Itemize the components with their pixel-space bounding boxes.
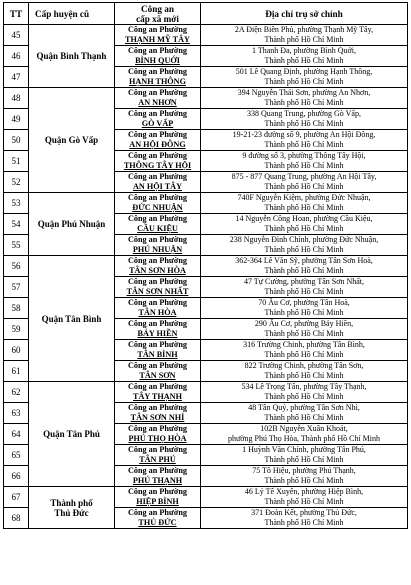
address-line-2: Thành phố Hồ Chí Minh: [264, 518, 344, 527]
header-old-district: Cấp huyện cũ: [29, 3, 115, 25]
address-line-2: Thành phố Hồ Chí Minh: [264, 371, 344, 380]
headquarters-address-cell: [201, 403, 408, 424]
address-line-1: 875 - 877 Quang Trung, phường An Hội Tây,: [231, 172, 377, 181]
police-address-table: [3, 2, 408, 529]
header-tt: TT: [4, 3, 29, 25]
address-line-2: Thành phố Hồ Chí Minh: [264, 455, 344, 464]
ward-police-cell: [115, 361, 201, 382]
table-row: [4, 487, 408, 508]
address-line-2: phường Phú Thọ Hòa, Thành phố Hồ Chí Minh: [227, 434, 381, 443]
ward-name: TÂN BÌNH: [137, 350, 178, 359]
headquarters-address-cell: [201, 277, 408, 298]
row-number: 67: [4, 487, 29, 508]
row-number: 49: [4, 109, 29, 130]
row-number: 45: [4, 25, 29, 46]
ward-police-cell: [115, 109, 201, 130]
headquarters-address-cell: [201, 487, 408, 508]
old-district-name: Thành phố Thủ Đức: [29, 487, 115, 529]
address-line-2: Thành phố Hồ Chí Minh: [264, 476, 344, 485]
ward-name: TÂN PHÚ: [139, 455, 176, 464]
ward-police-cell: [115, 172, 201, 193]
row-number: 56: [4, 256, 29, 277]
ward-police-cell: [115, 277, 201, 298]
ward-police-cell: [115, 403, 201, 424]
table-body: [4, 25, 408, 529]
ward-police-prefix: Công an Phường: [127, 214, 188, 223]
ward-police-cell: [115, 487, 201, 508]
headquarters-address-cell: [201, 235, 408, 256]
ward-police-cell: [115, 130, 201, 151]
row-number: 51: [4, 151, 29, 172]
ward-police-prefix: Công an Phường: [127, 235, 188, 244]
address-line-1: 9 đường số 3, phường Thông Tây Hội,: [242, 151, 366, 160]
ward-police-cell: [115, 193, 201, 214]
row-number: 62: [4, 382, 29, 403]
ward-name: AN HỘI ĐÔNG: [129, 140, 186, 149]
ward-police-prefix: Công an Phường: [127, 67, 188, 76]
address-line-2: Thành phố Hồ Chí Minh: [264, 140, 344, 149]
row-number: 58: [4, 298, 29, 319]
address-line-2: Thành phố Hồ Chí Minh: [264, 287, 344, 296]
headquarters-address-cell: [201, 340, 408, 361]
ward-name: TÂN SƠN: [139, 371, 176, 380]
ward-police-prefix: Công an Phường: [127, 46, 188, 55]
ward-police-prefix: Công an Phường: [127, 445, 188, 454]
ward-police-prefix: Công an Phường: [127, 508, 188, 517]
old-district-name: Quận Bình Thạnh: [29, 25, 115, 88]
ward-police-prefix: Công an Phường: [127, 130, 188, 139]
ward-name: HẠNH THÔNG: [129, 77, 186, 86]
headquarters-address-cell: [201, 193, 408, 214]
address-line-2: Thành phố Hồ Chí Minh: [264, 266, 344, 275]
ward-name: BẢY HIỀN: [137, 329, 178, 338]
table-row: [4, 256, 408, 277]
address-line-2: Thành phố Hồ Chí Minh: [264, 245, 344, 254]
headquarters-address-cell: [201, 319, 408, 340]
ward-name: TÂN SƠN NHẤT: [126, 287, 189, 296]
ward-police-cell: [115, 445, 201, 466]
headquarters-address-cell: [201, 130, 408, 151]
address-line-1: 394 Nguyễn Thái Sơn, phường An Nhơn,: [237, 88, 371, 97]
header-headquarters-address: Địa chỉ trụ sở chính: [201, 3, 408, 25]
address-line-1: 338 Quang Trung, phường Gò Vấp,: [247, 109, 361, 118]
ward-police-cell: [115, 424, 201, 445]
ward-police-prefix: Công an Phường: [127, 361, 188, 370]
ward-police-cell: [115, 214, 201, 235]
ward-police-cell: [115, 25, 201, 46]
ward-police-prefix: Công an Phường: [127, 172, 188, 181]
row-number: 48: [4, 88, 29, 109]
ward-police-prefix: Công an Phường: [127, 109, 188, 118]
address-line-1: 46 Lý Tế Xuyên, phường Hiệp Bình,: [244, 487, 364, 496]
address-line-2: Thành phố Hồ Chí Minh: [264, 35, 344, 44]
ward-police-prefix: Công an Phường: [127, 88, 188, 97]
ward-name: AN HỘI TÂY: [133, 182, 182, 191]
ward-name: HIỆP BÌNH: [136, 497, 179, 506]
ward-police-prefix: Công an Phường: [127, 466, 188, 475]
ward-name: TÂN SƠN NHÌ: [130, 413, 185, 422]
ward-police-cell: [115, 46, 201, 67]
row-number: 46: [4, 46, 29, 67]
table-header-row: [4, 3, 408, 25]
ward-police-prefix: Công an Phường: [127, 151, 188, 160]
ward-police-cell: [115, 151, 201, 172]
ward-name: THỦ ĐỨC: [138, 518, 177, 527]
address-line-2: Thành phố Hồ Chí Minh: [264, 413, 344, 422]
ward-name: AN NHƠN: [138, 98, 177, 107]
ward-police-prefix: Công an Phường: [127, 256, 188, 265]
address-line-1: 19-21-23 đường số 9, phường An Hội Đông,: [232, 130, 376, 139]
table-row: [4, 193, 408, 214]
headquarters-address-cell: [201, 256, 408, 277]
headquarters-address-cell: [201, 109, 408, 130]
ward-police-cell: [115, 382, 201, 403]
headquarters-address-cell: [201, 298, 408, 319]
ward-name: TÂY THẠNH: [133, 392, 182, 401]
header-new-ward-police: Công an cấp xã mới: [115, 3, 201, 25]
ward-police-prefix: Công an Phường: [127, 487, 188, 496]
headquarters-address-cell: [201, 508, 408, 529]
headquarters-address-cell: [201, 361, 408, 382]
ward-police-cell: [115, 298, 201, 319]
ward-name: CẦU KIỆU: [137, 224, 178, 233]
row-number: 65: [4, 445, 29, 466]
address-line-1: 1 Huỳnh Văn Chính, phường Tân Phú,: [242, 445, 366, 454]
row-number: 53: [4, 193, 29, 214]
ward-police-prefix: Công an Phường: [127, 193, 188, 202]
address-line-1: 371 Đoàn Kết, phường Thủ Đức,: [251, 508, 357, 517]
ward-police-cell: [115, 508, 201, 529]
headquarters-address-cell: [201, 88, 408, 109]
headquarters-address-cell: [201, 214, 408, 235]
headquarters-address-cell: [201, 172, 408, 193]
address-line-1: 238 Nguyễn Đình Chính, phường Đức Nhuận,: [229, 235, 379, 244]
address-line-2: Thành phố Hồ Chí Minh: [264, 56, 344, 65]
row-number: 55: [4, 235, 29, 256]
headquarters-address-cell: [201, 424, 408, 445]
row-number: 50: [4, 130, 29, 151]
headquarters-address-cell: [201, 151, 408, 172]
old-district-name: Quận Phú Nhuận: [29, 193, 115, 256]
row-number: 61: [4, 361, 29, 382]
ward-name: TÂN HÒA: [138, 308, 177, 317]
ward-police-cell: [115, 466, 201, 487]
address-line-2: Thành phố Hồ Chí Minh: [264, 77, 344, 86]
headquarters-address-cell: [201, 25, 408, 46]
old-district-name: Quận Tân Phú: [29, 382, 115, 487]
ward-name: PHÚ THỌ HÒA: [128, 434, 187, 443]
address-line-1: 48 Tân Quý, phường Tân Sơn Nhì,: [248, 403, 360, 412]
headquarters-address-cell: [201, 445, 408, 466]
address-line-1: 102B Nguyễn Xuân Khoát,: [260, 424, 348, 433]
ward-name: THÔNG TÂY HỘI: [123, 161, 192, 170]
address-line-1: 75 Tô Hiệu, phường Phú Thạnh,: [252, 466, 356, 475]
address-line-1: 362-364 Lê Văn Sỹ, phường Tân Sơn Hoà,: [235, 256, 373, 265]
address-line-2: Thành phố Hồ Chí Minh: [264, 224, 344, 233]
headquarters-address-cell: [201, 382, 408, 403]
ward-name: PHÚ NHUẬN: [132, 245, 183, 254]
address-line-1: 2A Điện Biên Phủ, phường Thạnh Mỹ Tây,: [234, 25, 374, 34]
headquarters-address-cell: [201, 67, 408, 88]
address-line-2: Thành phố Hồ Chí Minh: [264, 392, 344, 401]
ward-name: TÂN SƠN HÒA: [129, 266, 186, 275]
ward-name: GÒ VẤP: [141, 119, 174, 128]
ward-police-prefix: Công an Phường: [127, 340, 188, 349]
address-line-2: Thành phố Hồ Chí Minh: [264, 308, 344, 317]
address-line-2: Thành phố Hồ Chí Minh: [264, 350, 344, 359]
address-line-1: 534 Lê Trọng Tấn, phường Tây Thạnh,: [241, 382, 367, 391]
table-row: [4, 382, 408, 403]
ward-police-cell: [115, 319, 201, 340]
row-number: 66: [4, 466, 29, 487]
table-row: [4, 88, 408, 109]
address-line-1: 316 Trường Chinh, phường Tân Bình,: [243, 340, 365, 349]
headquarters-address-cell: [201, 466, 408, 487]
ward-police-prefix: Công an Phường: [127, 319, 188, 328]
address-line-1: 290 Âu Cơ, phường Bảy Hiền,: [254, 319, 354, 328]
address-line-1: 501 Lê Quang Định, phường Hạnh Thông,: [235, 67, 373, 76]
table-row: [4, 25, 408, 46]
row-number: 54: [4, 214, 29, 235]
row-number: 57: [4, 277, 29, 298]
row-number: 64: [4, 424, 29, 445]
address-line-1: 740F Nguyễn Kiệm, phường Đức Nhuận,: [237, 193, 371, 202]
ward-police-cell: [115, 67, 201, 88]
old-district-name: Quận Gò Vấp: [29, 88, 115, 193]
row-number: 60: [4, 340, 29, 361]
ward-police-prefix: Công an Phường: [127, 298, 188, 307]
ward-police-prefix: Công an Phường: [127, 403, 188, 412]
address-line-2: Thành phố Hồ Chí Minh: [264, 329, 344, 338]
row-number: 47: [4, 67, 29, 88]
address-line-2: Thành phố Hồ Chí Minh: [264, 497, 344, 506]
ward-police-prefix: Công an Phường: [127, 382, 188, 391]
ward-name: BÌNH QUỚI: [135, 56, 180, 65]
address-line-1: 1 Thanh Đa, phường Bình Quới,: [252, 46, 356, 55]
row-number: 52: [4, 172, 29, 193]
ward-police-cell: [115, 235, 201, 256]
address-line-1: 47 Tự Cường, phường Tân Sơn Nhất,: [243, 277, 365, 286]
address-line-2: Thành phố Hồ Chí Minh: [264, 119, 344, 128]
ward-police-cell: [115, 340, 201, 361]
old-district-name: Quận Tân Bình: [29, 256, 115, 382]
ward-police-cell: [115, 88, 201, 109]
ward-name: PHÚ THẠNH: [132, 476, 183, 485]
ward-police-cell: [115, 256, 201, 277]
ward-name: THẠNH MỸ TÂY: [125, 35, 190, 44]
row-number: 59: [4, 319, 29, 340]
ward-police-prefix: Công an Phường: [127, 277, 188, 286]
address-line-1: 70 Âu Cơ, phường Tân Hoà,: [258, 298, 350, 307]
ward-name: ĐỨC NHUẬN: [132, 203, 183, 212]
address-line-1: 14 Nguyễn Công Hoan, phường Cầu Kiệu,: [235, 214, 373, 223]
row-number: 63: [4, 403, 29, 424]
address-line-1: 822 Trường Chinh, phường Tân Sơn,: [244, 361, 364, 370]
address-line-2: Thành phố Hồ Chí Minh: [264, 98, 344, 107]
ward-police-prefix: Công an Phường: [127, 424, 188, 433]
row-number: 68: [4, 508, 29, 529]
address-line-2: Thành phố Hồ Chí Minh: [264, 203, 344, 212]
address-line-2: Thành phố Hồ Chí Minh: [264, 182, 344, 191]
ward-police-prefix: Công an Phường: [127, 25, 188, 34]
address-line-2: Thành phố Hồ Chí Minh: [264, 161, 344, 170]
headquarters-address-cell: [201, 46, 408, 67]
